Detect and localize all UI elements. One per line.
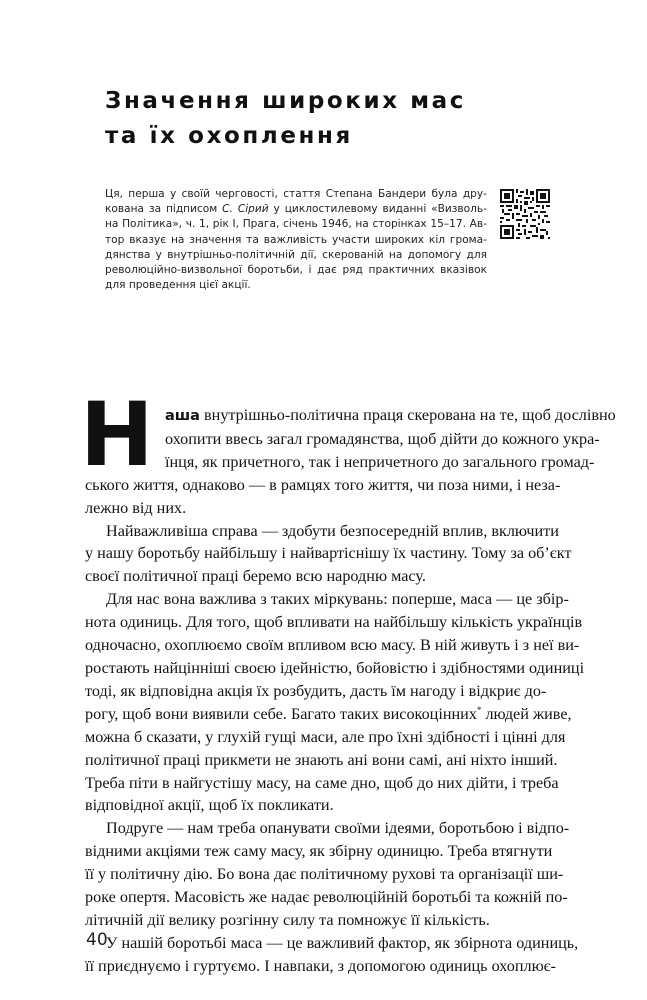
body-text: рогу, щоб вони виявили себе. Багато таких високоцінних <box>85 704 477 723</box>
body-line: Треба піти в найгустішу масу, на саме дно, щоб до них дійти, і треба <box>85 773 559 792</box>
body-line: відними акціями теж саму масу, як збірну одиницю. Треба втягнути <box>85 842 553 861</box>
body-line: можна б сказати, у глухій гущі маси, але про їхні здібності і цінні для <box>85 727 566 746</box>
body-line: охопити ввесь загал громадянства, щоб дійти до кожного укра- <box>165 429 600 448</box>
body-line: нота одиниць. Для того, щоб впливати на найбільшу кількість українців <box>85 613 583 632</box>
body-line <box>85 404 616 428</box>
article-body <box>85 404 616 978</box>
footnote-marker[interactable]: * <box>476 704 482 715</box>
title-line-1: Значення широких мас <box>105 88 467 114</box>
intro-line: дянства у внутрішньо-політичній дії, скерованій на допомогу для <box>105 248 487 261</box>
intro-text: у циклостилевому виданні «Визволь- <box>268 203 487 216</box>
body-line: Для нас вона важлива з таких міркувань: поперше, маса — це збір- <box>106 590 569 609</box>
pseudonym: С. Сірий <box>222 203 269 216</box>
intro-text: кована за підписом <box>105 203 223 216</box>
intro-line: на Політика», ч. 1, рік І, Прага, січень 1946, на сторінках 15–17. Ав- <box>105 218 487 231</box>
article-title <box>105 84 575 154</box>
intro-line <box>105 202 487 217</box>
body-line: тоді, як відповідна акція їх розбудить, дасть їм нагоду і відкриє до- <box>85 681 547 700</box>
drop-cap: Н <box>80 383 154 486</box>
body-line: її приєднуємо і гуртуємо. І навпаки, з допомогою одиниць охоплює- <box>85 956 557 975</box>
intro-line: Ця, перша у своїй черговості, стаття Степана Бандери була дру- <box>105 188 487 200</box>
body-line: Подруге — нам треба опанувати своїми ідеями, боротьбою і відпо- <box>106 819 570 838</box>
article-intro <box>105 187 487 293</box>
body-line: своєї політичної праці беремо всю народню масу. <box>85 567 426 586</box>
body-line: лежно від них. <box>85 498 187 517</box>
lead-word: аша <box>165 408 200 424</box>
body-line: у нашу боротьбу найбільшу і найвартіснішу їх частину. Тому за об’єкт <box>85 544 572 563</box>
body-line: ростають найцінніші своєю ідейністю, бойовістю і здібностями одиниці <box>85 658 585 677</box>
qr-code-icon[interactable] <box>500 189 550 239</box>
intro-line: тор вказує на значення та важливість участи широких кіл грома- <box>105 233 487 246</box>
body-line: відповідної акції, щоб їх покликати. <box>85 796 334 815</box>
intro-line: революційно-визвольної боротьби, і дає ряд практичних вказівок <box>105 264 487 277</box>
body-line: роке опертя. Масовість же надає революційній боротьбі та кожній по- <box>85 888 568 907</box>
title-line-2: та їх охоплення <box>105 123 353 149</box>
body-line: їнця, як причетного, так і непричетного до загального громад- <box>165 452 595 471</box>
page-number: 40 <box>86 930 108 950</box>
body-line: її у політичну дію. Бо вона дає політичному рухові та організації ши- <box>85 865 564 884</box>
body-line: У нашій боротьбі маса — це важливий фактор, як збірнота одиниць, <box>106 933 579 952</box>
body-line <box>85 703 572 726</box>
body-line: літичній дії велику розгінну силу та помножує її кількість. <box>85 910 490 929</box>
body-text: внутрішньо-політична праця скерована на те, щоб дослівно <box>199 406 616 424</box>
body-line: політичної праці прикмети не знають ані вони самі, ані ніхто інший. <box>85 750 558 769</box>
intro-line: для проведення цієї акції. <box>105 279 251 292</box>
body-line: ського життя, однаково — в рамцях того життя, чи поза ними, і неза- <box>85 475 561 494</box>
body-line: одночасно, охоплюємо своїм впливом всю масу. В ній живуть і з неї ви- <box>85 636 580 655</box>
body-line: Найважливіша справа — здобути безпосередній вплив, включити <box>106 521 559 540</box>
body-text: людей живе, <box>481 704 572 723</box>
